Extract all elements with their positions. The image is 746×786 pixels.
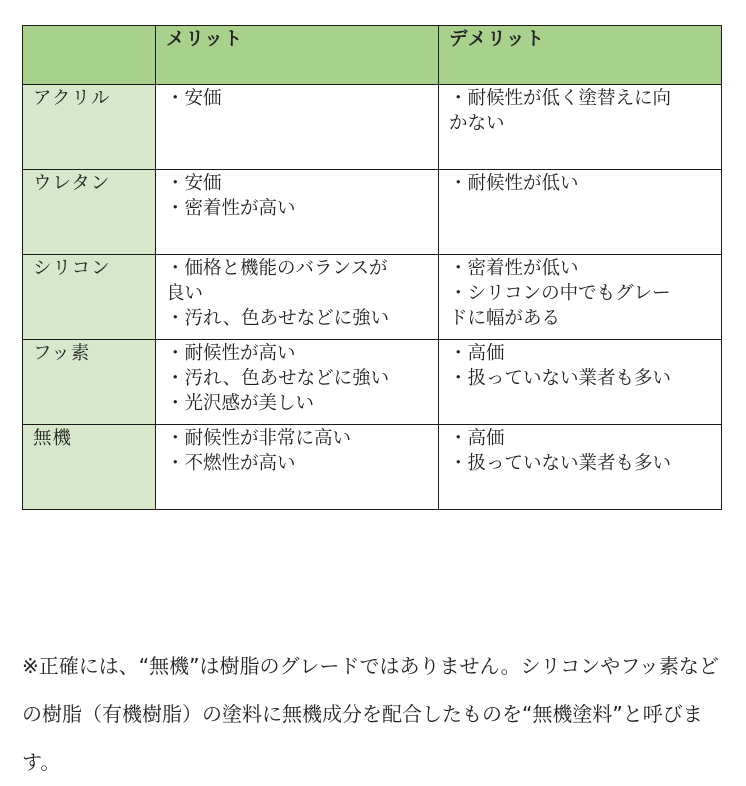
demerit-cell	[439, 170, 722, 255]
demerit-cell	[439, 425, 722, 510]
header-row	[23, 26, 722, 85]
table-row	[23, 255, 722, 340]
header-corner-cell	[23, 26, 156, 85]
demerit-item: ・扱っていない業者も多い	[449, 368, 672, 389]
demerit-item: ・高価	[449, 343, 505, 364]
merit-item: ・密着性が高い	[166, 198, 296, 219]
demerit-item: ・シリコンの中でもグレー	[449, 283, 671, 304]
merit-cell	[156, 255, 439, 340]
demerit-item: ・耐候性が低い	[449, 173, 579, 194]
merit-item: ・汚れ、色あせなどに強い	[166, 368, 390, 389]
demerit-cell	[439, 255, 722, 340]
table-row	[23, 85, 722, 170]
table-row	[23, 425, 722, 510]
merit-cell	[156, 170, 439, 255]
material-cell: フッ素	[23, 340, 156, 425]
header-demerit: デメリット	[439, 26, 722, 85]
demerit-item: ・密着性が低い	[449, 258, 579, 279]
material-cell: アクリル	[23, 85, 156, 170]
material-cell: 無機	[23, 425, 156, 510]
footnote-paragraph: ※正確には、“無機”は樹脂のグレードではありません。シリコンやフッ素などの樹脂（有機樹脂）の塗料に無機成分を配合したものを“無機塗料”と呼びます。	[22, 654, 719, 774]
header-merit: メリット	[156, 26, 439, 85]
demerit-item: ・耐候性が低く塗替えに向	[449, 88, 672, 109]
table-row	[23, 340, 722, 425]
table-row	[23, 170, 722, 255]
merit-item: ・安価	[166, 88, 222, 109]
demerit-item: ・扱っていない業者も多い	[449, 453, 672, 474]
merit-item: ・耐候性が非常に高い	[166, 428, 352, 449]
merit-item: ・不燃性が高い	[166, 453, 296, 474]
material-cell: ウレタン	[23, 170, 156, 255]
merit-item: ・汚れ、色あせなどに強い	[166, 308, 390, 329]
merit-item: ・価格と機能のバランスが	[166, 258, 388, 279]
demerit-cell	[439, 85, 722, 170]
demerit-item: ・高価	[449, 428, 505, 449]
material-cell: シリコン	[23, 255, 156, 340]
merit-cell	[156, 425, 439, 510]
demerit-item: ドに幅がある	[449, 308, 561, 329]
demerit-cell	[439, 340, 722, 425]
paint-comparison-table	[22, 25, 722, 510]
merit-item: 良い	[166, 283, 204, 304]
merit-cell	[156, 340, 439, 425]
demerit-item: かない	[449, 113, 505, 134]
merit-item: ・光沢感が美しい	[166, 393, 315, 414]
merit-cell	[156, 85, 439, 170]
merit-item: ・安価	[166, 173, 222, 194]
merit-item: ・耐候性が高い	[166, 343, 296, 364]
